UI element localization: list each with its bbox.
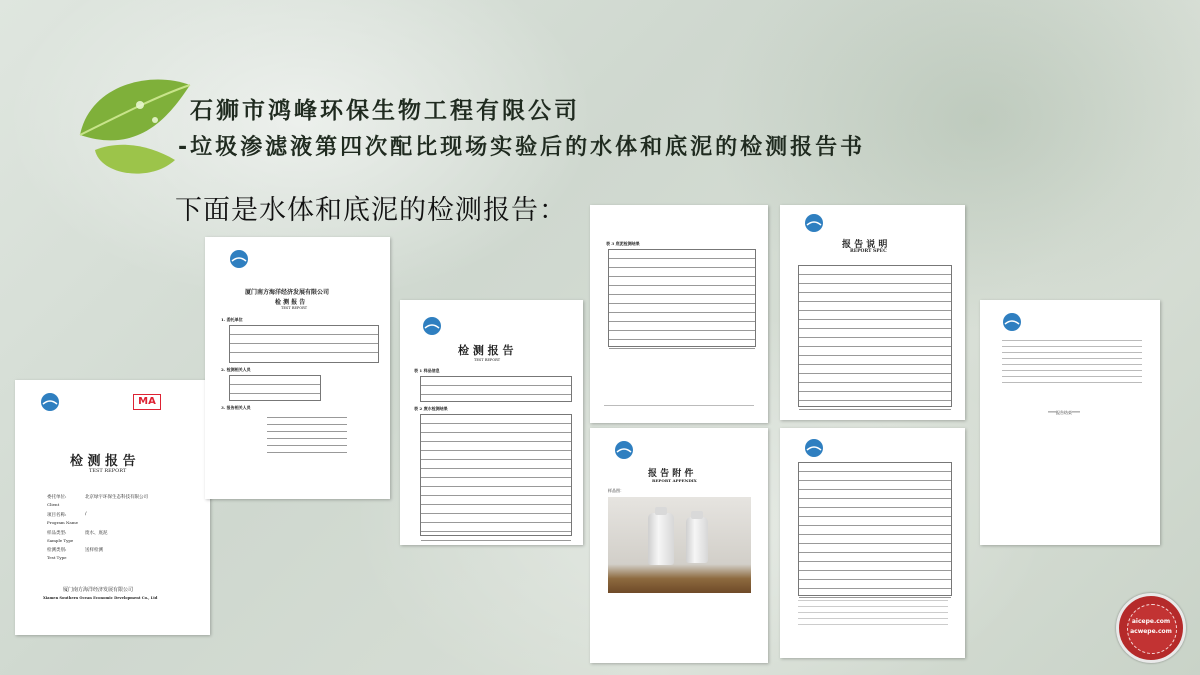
soe-logo-icon — [1002, 312, 1022, 332]
section-client: 1. 委托单位 — [221, 317, 243, 322]
notes-lines — [1002, 340, 1142, 388]
test-type-label-en: Test Type — [47, 555, 67, 560]
sample-label: 样品类型: — [47, 531, 67, 536]
soe-logo-icon — [229, 249, 249, 269]
section-water-results: 表 2 废水检测结果 — [414, 406, 448, 411]
report-page-4[interactable] — [590, 205, 768, 423]
test-type-value: 送样检测 — [85, 548, 103, 553]
program-label-en: Program Name — [47, 520, 78, 525]
client-label: 委托单位: — [47, 495, 67, 500]
soe-logo-icon — [804, 438, 824, 458]
client-value: 北京绿宇环保生态科技有限公司 — [85, 495, 148, 500]
section-sediment-results: 表 3 底泥检测结果 — [606, 241, 640, 246]
appendix-heading-en: REPORT APPENDIX — [652, 478, 697, 483]
client-label-en: Client — [47, 502, 60, 507]
report-spec-page-2[interactable] — [780, 428, 965, 658]
spec-method-table-2 — [798, 462, 952, 596]
soe-logo-icon — [614, 440, 634, 460]
stamp-line-2: acwepe.com — [1130, 628, 1172, 635]
spec-heading: 报 告 说 明 — [842, 240, 888, 250]
company-title: 石狮市鸿峰环保生物工程有限公司 — [190, 98, 580, 124]
appendix-heading: 报 告 附 件 — [648, 469, 694, 479]
issuer-name: 厦门南方海洋经济发展有限公司 — [245, 289, 330, 296]
page-heading: 检 测 报 告 — [275, 299, 306, 306]
signature-lines — [267, 417, 347, 459]
soe-logo-icon — [422, 316, 442, 336]
report-title: -垃圾渗滤液第四次配比现场实验后的水体和底泥的检测报告书 — [178, 135, 866, 160]
sample-info-table — [420, 376, 572, 402]
issuer-name: 厦门南方海洋经济发展有限公司 — [63, 587, 134, 593]
seal-stamp — [1116, 593, 1186, 663]
sample-value: 废水、底泥 — [85, 531, 108, 536]
page-heading-en: TEST REPORT — [281, 306, 308, 310]
report-cover-page[interactable] — [15, 380, 210, 635]
spec-heading-en: REPORT SPEC — [850, 249, 887, 254]
sample-bottles-photo — [608, 497, 751, 593]
report-appendix-page[interactable] — [590, 428, 768, 663]
section-subtitle: 下面是水体和底泥的检测报告： — [175, 195, 567, 226]
sediment-results-table — [608, 249, 756, 347]
spec-method-table — [798, 265, 952, 407]
soe-logo-icon — [804, 213, 824, 233]
page-heading-en: TEST REPORT — [474, 358, 501, 362]
stamp-line-1: aicepe.com — [1131, 618, 1171, 625]
water-results-table — [420, 414, 572, 536]
soe-logo-icon — [40, 392, 60, 412]
footer-lines — [604, 405, 754, 412]
test-type-label: 检测类别: — [47, 548, 67, 553]
report-page-3[interactable] — [400, 300, 583, 545]
report-page-2[interactable] — [205, 237, 390, 499]
program-label: 项目名称: — [47, 513, 67, 518]
issuer-name-en: Xiamen Southern Ocean Economic Development Co., Ltd — [43, 596, 158, 600]
staff-table — [229, 375, 321, 401]
ma-certification-mark: MA — [133, 394, 161, 410]
photo-caption: 样品图： — [608, 488, 624, 493]
report-end-note: ****报告结束**** — [1048, 410, 1080, 415]
section-staff: 2. 检测相关人员 — [221, 367, 251, 372]
notes-lines — [798, 600, 948, 630]
page-heading: 检 测 报 告 — [458, 344, 514, 357]
section-sample-info: 表 1 样品信息 — [414, 368, 440, 373]
tea-leaf-icon — [70, 65, 200, 185]
report-spec-page[interactable] — [780, 205, 965, 420]
section-report-staff: 3. 报告相关人员 — [221, 405, 251, 410]
client-table — [229, 325, 379, 363]
sample-label-en: Sample Type — [47, 538, 74, 543]
report-final-page[interactable] — [980, 300, 1160, 545]
cover-heading: 检 测 报 告 — [70, 454, 136, 469]
cover-heading-en: TEST REPORT — [89, 468, 127, 474]
program-value: / — [85, 512, 87, 517]
